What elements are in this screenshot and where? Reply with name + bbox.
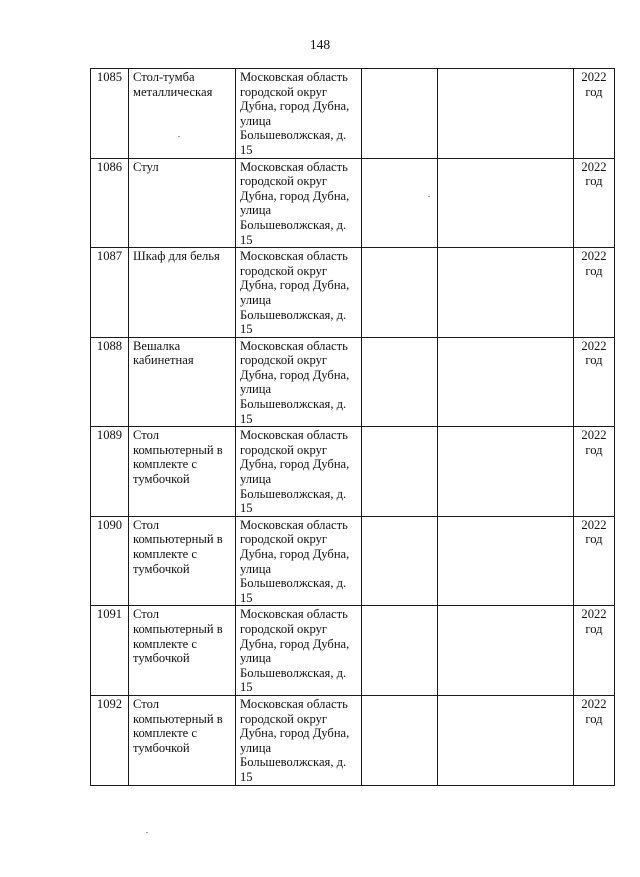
table-row <box>91 69 615 159</box>
address-cell: Московская область городской округ Дубна, город Дубна, улица Большеволжская, д. 15 <box>236 695 362 785</box>
year-unit: год <box>585 263 603 278</box>
item-name-cell: Стол компьютерный в комплекте с тумбочкой <box>129 695 236 785</box>
scan-speck <box>146 832 148 833</box>
empty-cell <box>362 337 438 427</box>
row-number-cell: 1085 <box>91 69 129 159</box>
table-row <box>91 158 615 248</box>
row-number-cell: 1092 <box>91 695 129 785</box>
year-value: 2022 <box>581 696 607 711</box>
year-cell <box>574 427 615 517</box>
item-name-cell: Стул <box>129 158 236 248</box>
year-unit: год <box>585 84 603 99</box>
row-number-cell: 1086 <box>91 158 129 248</box>
row-number-cell: 1090 <box>91 516 129 606</box>
empty-cell <box>362 69 438 159</box>
empty-cell <box>438 516 574 606</box>
empty-cell <box>438 248 574 338</box>
empty-cell <box>362 516 438 606</box>
year-cell <box>574 69 615 159</box>
empty-cell <box>438 695 574 785</box>
year-unit: год <box>585 532 603 547</box>
year-unit: год <box>585 353 603 368</box>
row-number-cell: 1091 <box>91 606 129 696</box>
scan-speck <box>428 196 430 197</box>
empty-cell <box>438 606 574 696</box>
year-value: 2022 <box>581 607 607 622</box>
table-row <box>91 695 615 785</box>
year-cell <box>574 516 615 606</box>
address-cell: Московская область городской округ Дубна, город Дубна, улица Большеволжская, д. 15 <box>236 516 362 606</box>
address-cell: Московская область городской округ Дубна, город Дубна, улица Большеволжская, д. 15 <box>236 427 362 517</box>
year-value: 2022 <box>581 249 607 264</box>
year-cell <box>574 695 615 785</box>
item-name-cell: Шкаф для белья <box>129 248 236 338</box>
year-value: 2022 <box>581 338 607 353</box>
empty-cell <box>362 606 438 696</box>
table-row <box>91 606 615 696</box>
empty-cell <box>438 427 574 517</box>
item-name-cell: Стол-тумба металлическая <box>129 69 236 159</box>
empty-cell <box>362 248 438 338</box>
empty-cell <box>362 695 438 785</box>
row-number-cell: 1087 <box>91 248 129 338</box>
year-value: 2022 <box>581 517 607 532</box>
empty-cell <box>438 69 574 159</box>
address-cell: Московская область городской округ Дубна, город Дубна, улица Большеволжская, д. 15 <box>236 248 362 338</box>
year-cell <box>574 248 615 338</box>
year-value: 2022 <box>581 159 607 174</box>
year-unit: год <box>585 442 603 457</box>
address-cell: Московская область городской округ Дубна, город Дубна, улица Большеволжская, д. 15 <box>236 337 362 427</box>
year-value: 2022 <box>581 428 607 443</box>
table-row <box>91 427 615 517</box>
address-cell: Московская область городской округ Дубна, город Дубна, улица Большеволжская, д. 15 <box>236 158 362 248</box>
year-unit: год <box>585 174 603 189</box>
empty-cell <box>362 158 438 248</box>
registry-table-body <box>91 69 615 786</box>
address-cell: Московская область городской округ Дубна, город Дубна, улица Большеволжская, д. 15 <box>236 606 362 696</box>
empty-cell <box>438 158 574 248</box>
row-number-cell: 1089 <box>91 427 129 517</box>
property-registry-table <box>90 68 615 786</box>
table-row <box>91 248 615 338</box>
year-unit: год <box>585 621 603 636</box>
empty-cell <box>438 337 574 427</box>
year-unit: год <box>585 711 603 726</box>
item-name-cell: Стол компьютерный в комплекте с тумбочкой <box>129 516 236 606</box>
year-value: 2022 <box>581 70 607 84</box>
table-row <box>91 337 615 427</box>
year-cell <box>574 337 615 427</box>
item-name-cell: Стол компьютерный в комплекте с тумбочкой <box>129 606 236 696</box>
scan-speck <box>178 136 180 137</box>
page-number: 148 <box>309 37 331 52</box>
item-name-cell: Стол компьютерный в комплекте с тумбочкой <box>129 427 236 517</box>
empty-cell <box>362 427 438 517</box>
item-name-cell: Вешалка кабинетная <box>129 337 236 427</box>
year-cell <box>574 606 615 696</box>
address-cell: Московская область городской округ Дубна, город Дубна, улица Большеволжская, д. 15 <box>236 69 362 159</box>
year-cell <box>574 158 615 248</box>
table-row <box>91 516 615 606</box>
row-number-cell: 1088 <box>91 337 129 427</box>
